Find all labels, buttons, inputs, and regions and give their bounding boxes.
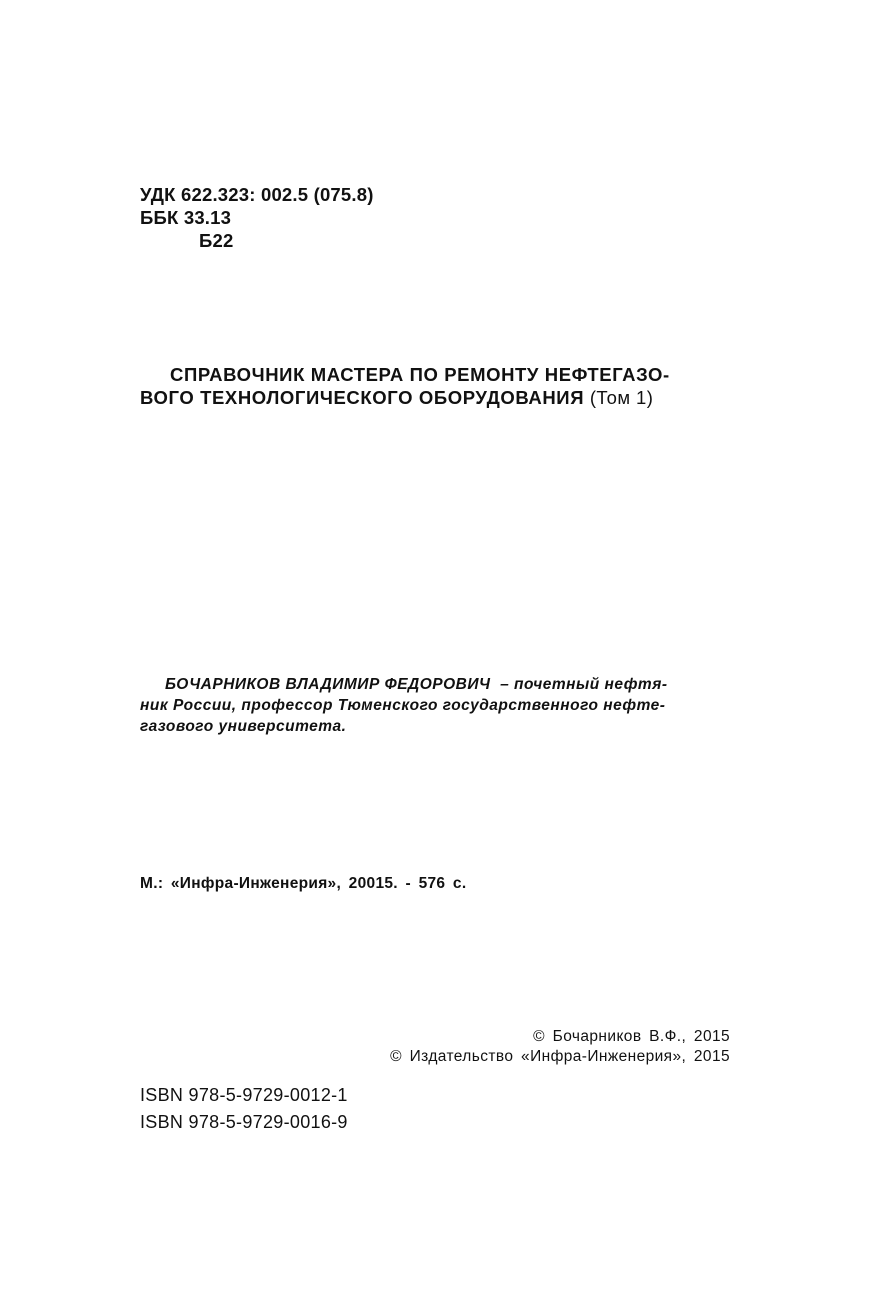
author-mark: Б22 bbox=[199, 230, 234, 251]
isbn-1: ISBN 978-5-9729-0012-1 bbox=[140, 1085, 348, 1105]
book-title-line-2 bbox=[140, 385, 653, 411]
isbn-2: ISBN 978-5-9729-0016-9 bbox=[140, 1112, 348, 1132]
book-title-line-1: СПРАВОЧНИК МАСТЕРА ПО РЕМОНТУ НЕФТЕГАЗО- bbox=[170, 364, 670, 385]
book-title-line-2-text: ВОГО ТЕХНОЛОГИЧЕСКОГО ОБОРУДОВАНИЯ bbox=[140, 387, 585, 408]
bbk-code: ББК 33.13 bbox=[140, 207, 232, 228]
volume-label: (Том 1) bbox=[589, 387, 654, 408]
publication-imprint: М.: «Инфра-Инженерия», 20015. - 576 с. bbox=[140, 875, 467, 892]
udk-code: УДК 622.323: 002.5 (075.8) bbox=[140, 184, 374, 205]
author-line-3: газового университета. bbox=[140, 718, 347, 735]
author-line-2: ник России, профессор Тюменского государственного нефте- bbox=[140, 697, 666, 714]
author-name: БОЧАРНИКОВ ВЛАДИМИР ФЕДОРОВИЧ bbox=[165, 676, 491, 693]
copyright-publisher: © Издательство «Инфра-Инженерия», 2015 bbox=[390, 1048, 730, 1065]
author-line-1 bbox=[165, 674, 668, 695]
copyright-author: © Бочарников В.Ф., 2015 bbox=[533, 1028, 730, 1045]
author-line-1-rest: – почетный нефтя- bbox=[500, 676, 668, 693]
